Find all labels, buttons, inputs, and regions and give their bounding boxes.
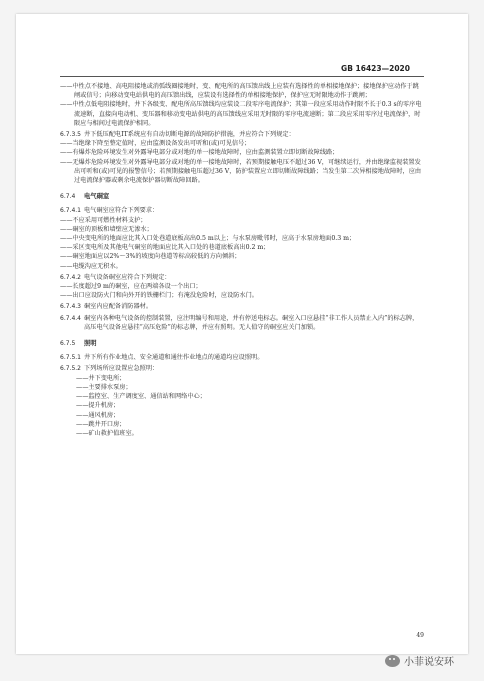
clause-6744 (60, 314, 424, 332)
section-title: 电气硐室 (84, 193, 110, 201)
list-item: ——监控室、生产调度室、通信站和网络中心； (76, 393, 206, 401)
document-page (16, 14, 468, 654)
clause-number: 6.7.5.1 (60, 354, 81, 362)
watermark-text: 小菲说安环 (404, 657, 454, 668)
document-body (60, 82, 424, 438)
list-item: ——矿山救护值班室。 (76, 429, 138, 437)
list-item: ——井下变电所； (76, 374, 126, 382)
clause-6743 (60, 302, 424, 311)
clause-6742 (60, 273, 424, 282)
clause-number: 6.7.4.4 (60, 314, 81, 322)
clause-number: 6.7.5.2 (60, 365, 81, 373)
clause-text: 下列场所应设置应急照明： (84, 365, 159, 373)
list-item: ——中央变电所的地面应比其入口处巷道底板高出0.5 m以上；与水泵房毗邻时，应高于水泵房地面0.3 m； (60, 235, 356, 243)
list-item: ——中性点不接地、高电阻接地或消弧线圈接地时，变、配电所的高压馈出线上应装有选择性的单相接地保护；接地保护应动作于跳闸或信号；向移动变电站供电的高压馈出线，应装设有选择性的单相接地保护，保护应无时限地动作于跳闸； (60, 83, 419, 100)
list-item: ——无爆炸危险环境发生对外露导电部分或对地的单一接地故障时，若预期接触电压不超过36 V，可继续运行，并由绝缘监视装置发出可听和(或)可见的报警信号；若预期接触电压超过36 V，防护装置应立即切断故障线路；当发生第二次异相接地故障时，应由过电流保护器或剩余电流保护器切断故障回路。 (60, 158, 422, 185)
clause-text: 井下低压配电IT系统应有自动切断电源的故障防护措施，并应符合下列规定： (84, 131, 295, 139)
clause-text: 电气硐室应符合下列要求： (84, 207, 159, 215)
clause-6741 (60, 206, 424, 215)
watermark (385, 653, 454, 668)
list-item: ——当绝缘下降至整定值时，应由监测设备发出可听和(或)可见信号； (60, 140, 251, 148)
section-number: 6.7.5 (60, 340, 76, 348)
clause-number: 6.7.3.5 (60, 131, 81, 139)
list-item: ——电缆沟应无积水。 (60, 262, 122, 270)
list-item: ——硐室的顶板和墙壁应无渗水； (60, 225, 153, 233)
section-number: 6.7.4 (60, 193, 76, 201)
clause-number: 6.7.4.3 (60, 303, 81, 311)
list-item: ——有爆炸危险环境发生对外露导电部分或对地的单一接地故障时，应由监测装置立即切断故障线路； (60, 149, 339, 157)
section-title: 照明 (84, 340, 97, 348)
page-number: 49 (416, 632, 424, 639)
clause-text: 电气设备硐室应符合下列规定： (84, 273, 171, 281)
clause-text: 井下所有作业地点、安全通道和通往作业地点的通道均应设照明。 (84, 354, 264, 362)
standard-code: GB 16423—2020 (341, 64, 410, 73)
list-item: ——不应采用可燃性材料支护； (60, 216, 147, 224)
list-item: ——主要排水泵房； (76, 383, 132, 391)
list-item: ——通风机房； (76, 411, 120, 419)
section-heading-674 (60, 192, 424, 201)
wechat-icon (385, 655, 400, 667)
header-rule (60, 76, 424, 77)
clause-6752 (60, 364, 424, 373)
clause-6751 (60, 353, 424, 362)
clause-number: 6.7.4.2 (60, 273, 81, 281)
list-item: ——采区变电所及其他电气硐室的地面应比其入口处的巷道底板高出0.2 m； (60, 244, 270, 252)
list-item: ——跳井开口房； (76, 420, 126, 428)
list-item: ——硐室地面应以2%～3%的坡度向巷道等标高较低的方向倾斜； (60, 253, 241, 261)
clause-text: 硐室内各种电气设备的控制装置，应注明编号和用途，并有停送电标志。硐室入口应悬挂“非工作人员禁止入内”的标志牌，高压电气设备应悬挂“高压危险”的标志牌，并应有照明。无人值守的硐室应关门加锁。 (84, 314, 419, 331)
clause-number: 6.7.4.1 (60, 207, 81, 215)
list-item: ——提升机房； (76, 402, 120, 410)
clause-6735 (60, 130, 424, 139)
list-item: ——长度超过9 m的硐室，应在两端各设一个出口； (60, 283, 202, 291)
section-heading-675 (60, 339, 424, 348)
list-item: ——中性点低电阻接地时，井下各级变、配电所高压馈线均应装设二段零序电流保护；其第一段应采用动作时限不长于0.3 s的零序电流速断，直接向电动机、变压器和移动变电站供电的高压馈线应采用无时限的零序电流速断；第二段应采用零序过电流保护，时限应与相间过电流保护相同。 (60, 101, 422, 127)
list-item: ——出口应设防火门和向外开的铁栅栏门；有淹没危险时，应设防水门。 (60, 292, 258, 300)
clause-text: 硐室内应配备消防器材。 (84, 303, 153, 311)
